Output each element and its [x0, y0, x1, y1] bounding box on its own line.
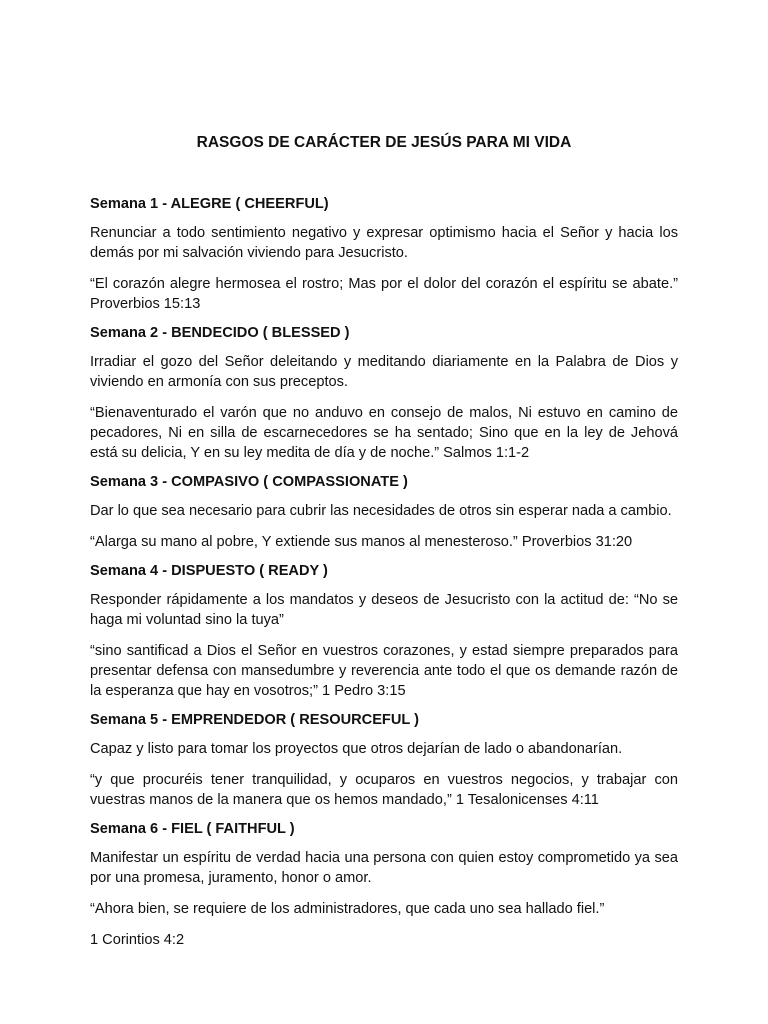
week-2-description: Irradiar el gozo del Señor deleitando y meditando diariamente en la Palabra de Dios y viviendo en armonía con sus preceptos.: [90, 354, 678, 390]
week-1-heading: Semana 1 - ALEGRE ( CHEERFUL): [90, 196, 329, 212]
week-4-heading: Semana 4 - DISPUESTO ( READY ): [90, 563, 328, 579]
week-2-heading: Semana 2 - BENDECIDO ( BLESSED ): [90, 325, 350, 341]
week-1-section: [90, 194, 678, 314]
week-6-section: [90, 819, 678, 950]
week-1-description: Renunciar a todo sentimiento negativo y expresar optimismo hacia el Señor y hacia los demás por mi salvación viviendo para Jesucristo.: [90, 225, 678, 261]
week-6-reference: 1 Corintios 4:2: [90, 932, 185, 948]
week-3-description: Dar lo que sea necesario para cubrir las necesidades de otros sin esperar nada a cambio.: [90, 503, 672, 519]
week-5-section: [90, 710, 678, 810]
week-5-description: Capaz y listo para tomar los proyectos que otros dejarían de lado o abandonarían.: [90, 741, 623, 757]
week-4-section: [90, 561, 678, 701]
week-3-section: [90, 472, 678, 552]
week-2-section: [90, 323, 678, 463]
week-2-verse: “Bienaventurado el varón que no anduvo en consejo de malos, Ni estuvo en camino de pecadores, Ni en silla de escarnecedores se ha sentado; Sino que en la ley de Jehová está su delicia, Y en su ley medita de día y de noche.” Salmos 1:1-2: [90, 405, 678, 461]
document-title: RASGOS DE CARÁCTER DE JESÚS PARA MI VIDA: [196, 134, 572, 151]
week-3-verse: “Alarga su mano al pobre, Y extiende sus manos al menesteroso.” Proverbios 31:20: [90, 534, 633, 550]
week-4-verse: “sino santificad a Dios el Señor en vuestros corazones, y estad siempre preparados para presentar defensa con mansedumbre y reverencia ante todo el que os demande razón de la esperanza que hay en vosotros;” 1 Pedro 3:15: [90, 643, 678, 699]
week-6-description: Manifestar un espíritu de verdad hacia una persona con quien estoy comprometido ya sea por una promesa, juramento, honor o amor.: [90, 850, 678, 886]
week-6-verse: “Ahora bien, se requiere de los administradores, que cada uno sea hallado fiel.”: [90, 901, 605, 917]
week-6-heading: Semana 6 - FIEL ( FAITHFUL ): [90, 821, 295, 837]
week-1-verse: “El corazón alegre hermosea el rostro; Mas por el dolor del corazón el espíritu se abate.” Proverbios 15:13: [90, 276, 678, 312]
week-3-heading: Semana 3 - COMPASIVO ( COMPASSIONATE ): [90, 474, 408, 490]
week-5-verse: “y que procuréis tener tranquilidad, y ocuparos en vuestros negocios, y trabajar con vuestras manos de la manera que os hemos mandado,” 1 Tesalonicenses 4:11: [90, 772, 678, 808]
week-4-description: Responder rápidamente a los mandatos y deseos de Jesucristo con la actitud de: “No se haga mi voluntad sino la tuya”: [90, 592, 678, 628]
week-5-heading: Semana 5 - EMPRENDEDOR ( RESOURCEFUL ): [90, 712, 419, 728]
